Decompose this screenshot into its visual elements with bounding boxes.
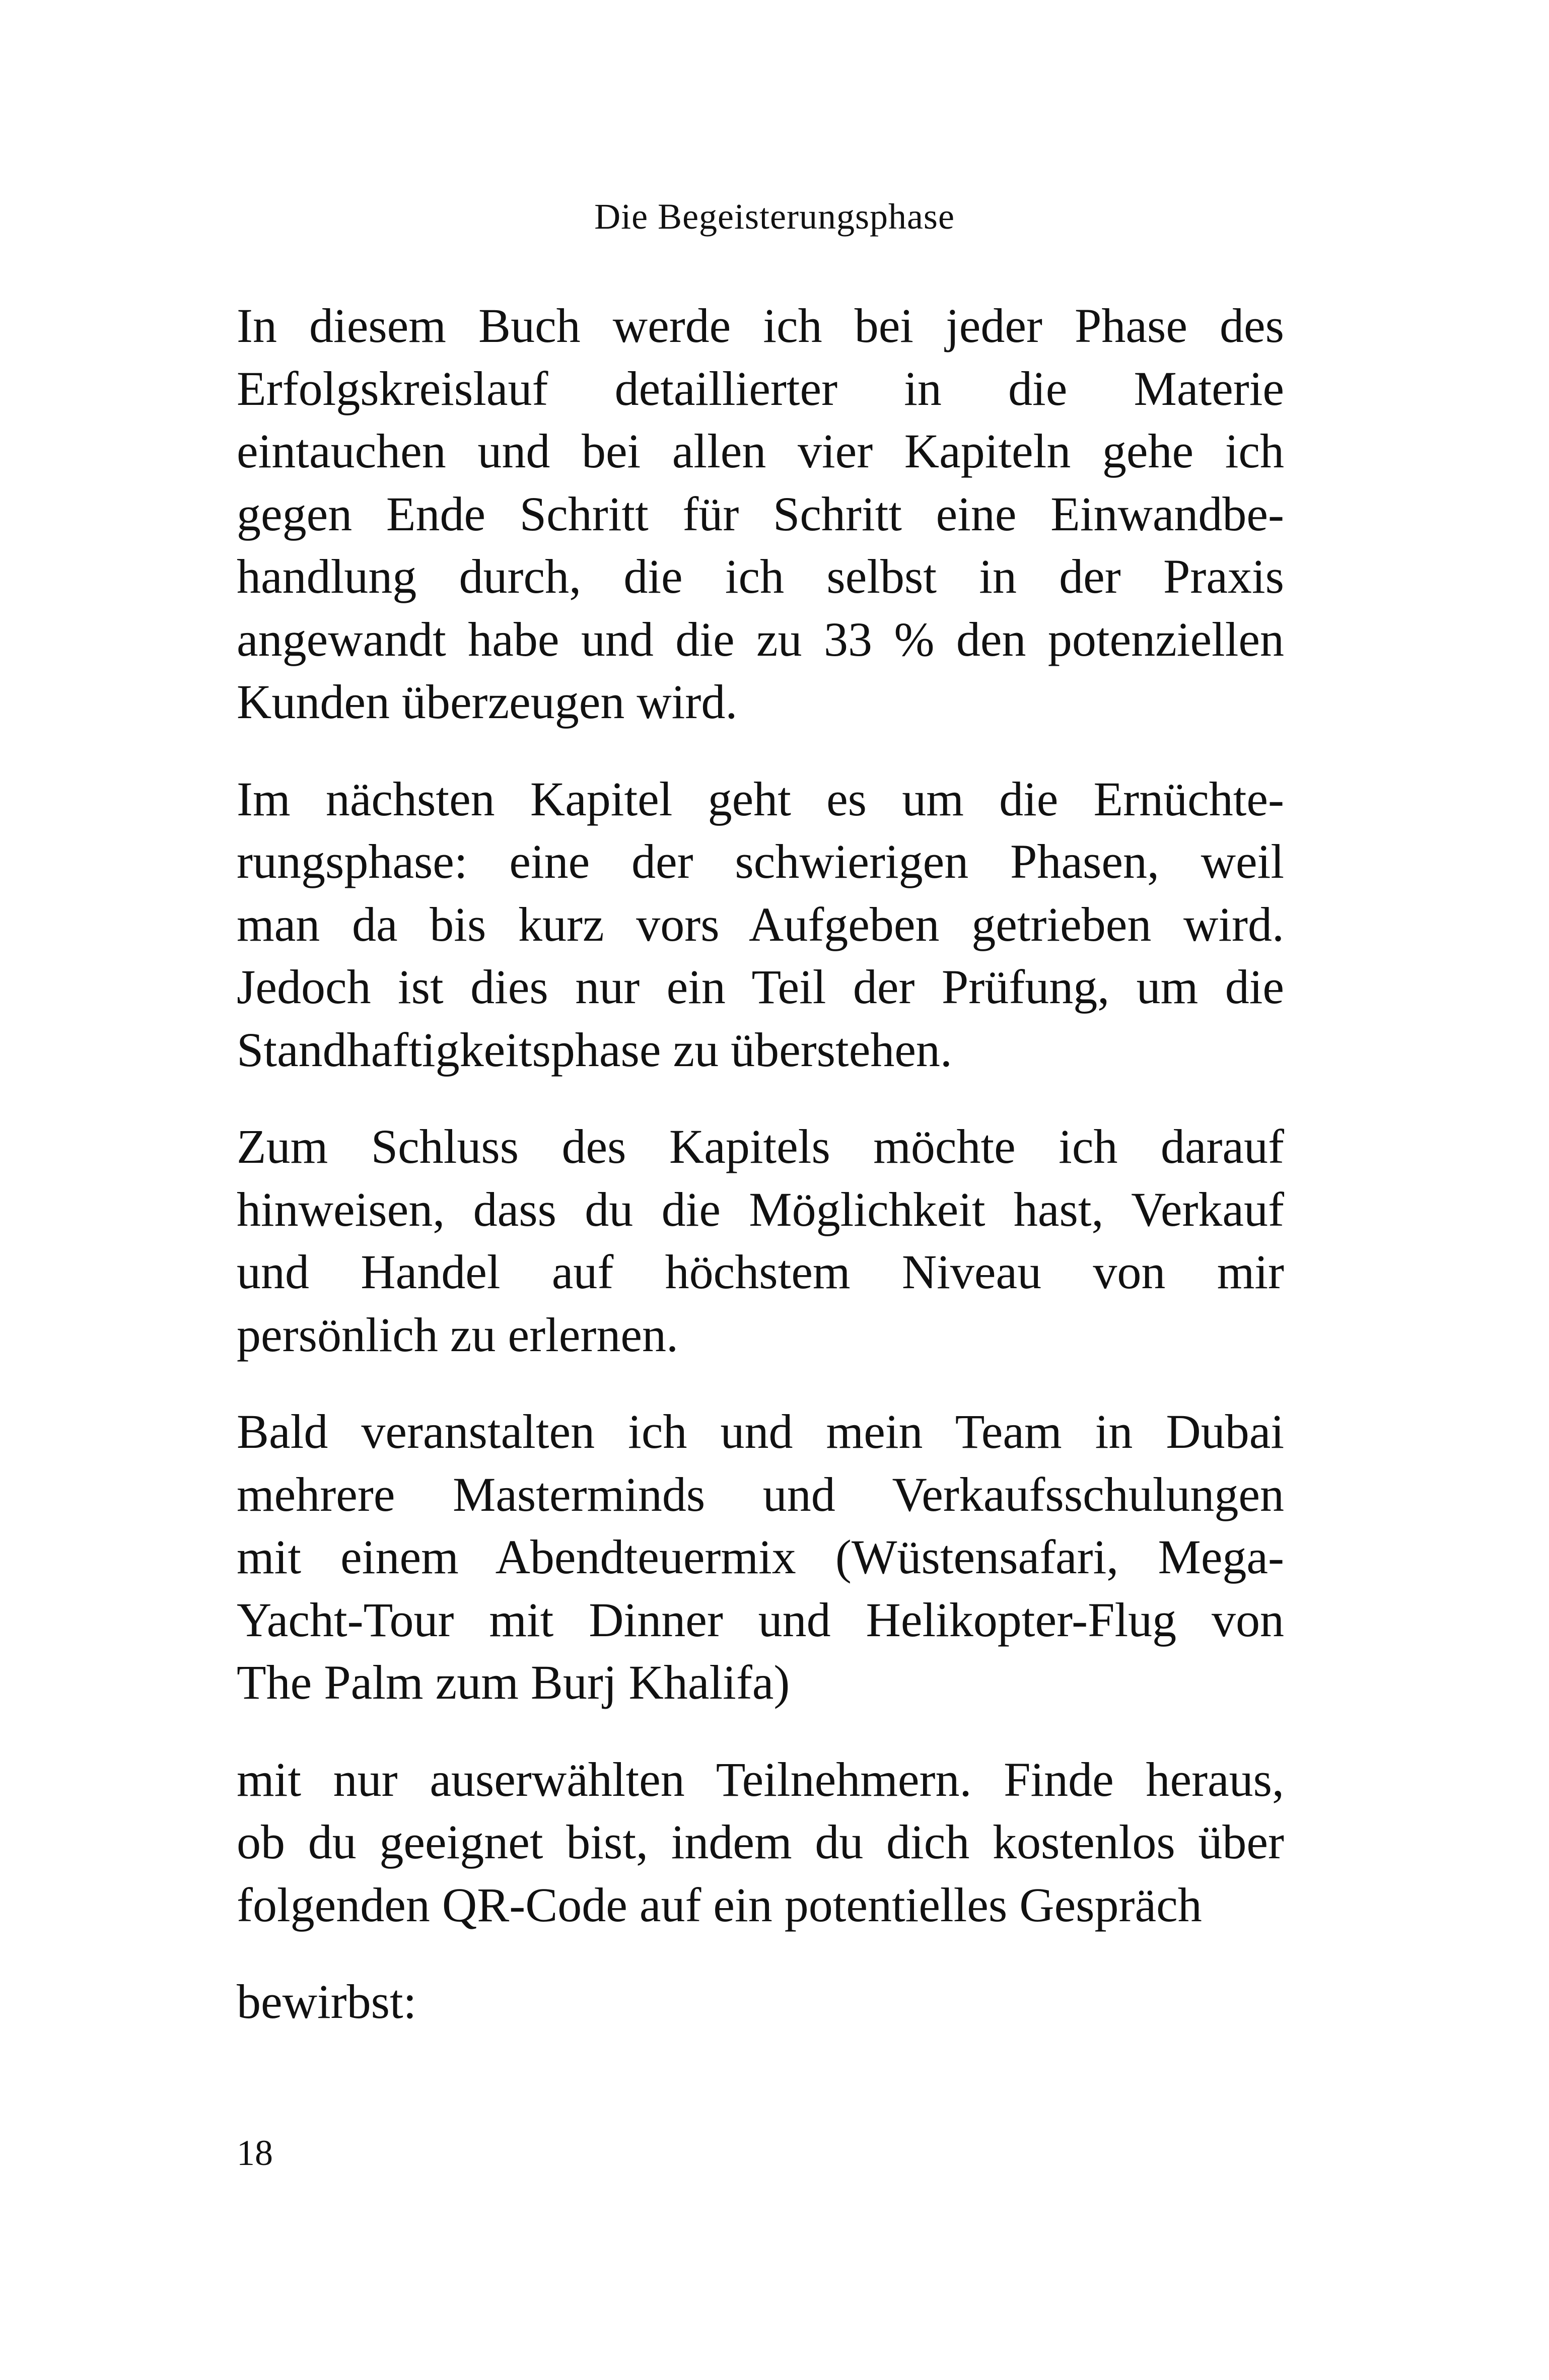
text-line: und Handel auf höchstem Niveau von mir (237, 1245, 1284, 1299)
text-line: mehrere Masterminds und Verkaufsschulungen (237, 1467, 1284, 1521)
text-line: ob du geeignet bist, indem du dich kostenlos über (237, 1815, 1284, 1869)
text-line: mit nur auserwählten Teilnehmern. Finde heraus, (237, 1752, 1284, 1806)
text-line: handlung durch, die ich selbst in der Praxis (237, 549, 1284, 603)
paragraph-4 (237, 1401, 1284, 1714)
text-line: The Palm zum Burj Khalifa) (237, 1655, 790, 1709)
text-line: Zum Schluss des Kapitels möchte ich darauf (237, 1119, 1284, 1173)
text-line: hinweisen, dass du die Möglichkeit hast, Verkauf (237, 1182, 1284, 1236)
running-header: Die Begeisterungsphase (594, 196, 955, 237)
paragraph-5 (237, 1748, 1284, 1937)
text-line: eintauchen und bei allen vier Kapiteln gehe ich (237, 424, 1284, 478)
text-line: Standhaftigkeitsphase zu überstehen. (237, 1022, 952, 1077)
text-line: bewirbst: (237, 1975, 417, 2028)
paragraph-2 (237, 768, 1284, 1082)
text-line: In diesem Buch werde ich bei jeder Phase des (237, 299, 1284, 353)
text-line: rungsphase: eine der schwierigen Phasen, weil (237, 834, 1284, 888)
page-number: 18 (237, 2133, 273, 2173)
text-line: Im nächsten Kapitel geht es um die Ernüchte- (237, 772, 1284, 826)
paragraph-1 (237, 295, 1284, 734)
paragraph-6 (237, 1971, 1284, 2034)
text-line: Yacht-Tour mit Dinner und Helikopter-Flug von (237, 1592, 1284, 1647)
text-line: mit einem Abendteuermix (Wüstensafari, Mega- (237, 1530, 1284, 1584)
text-line: Jedoch ist dies nur ein Teil der Prüfung, um die (237, 960, 1284, 1014)
body-text (237, 295, 1284, 2034)
text-line: angewandt habe und die zu 33 % den potenziellen (237, 612, 1284, 666)
text-line: Erfolgskreislauf detaillierter in die Materie (237, 361, 1284, 415)
text-line: folgenden QR-Code auf ein potentielles Gespräch (237, 1877, 1202, 1932)
text-line: persönlich zu erlernen. (237, 1307, 678, 1362)
text-line: Kunden überzeugen wird. (237, 675, 738, 729)
paragraph-3 (237, 1115, 1284, 1366)
text-line: man da bis kurz vors Aufgeben getrieben wird. (237, 897, 1284, 951)
text-line: Bald veranstalten ich und mein Team in Dubai (237, 1405, 1284, 1458)
text-line: gegen Ende Schritt für Schritt eine Einwandbe- (237, 486, 1284, 541)
